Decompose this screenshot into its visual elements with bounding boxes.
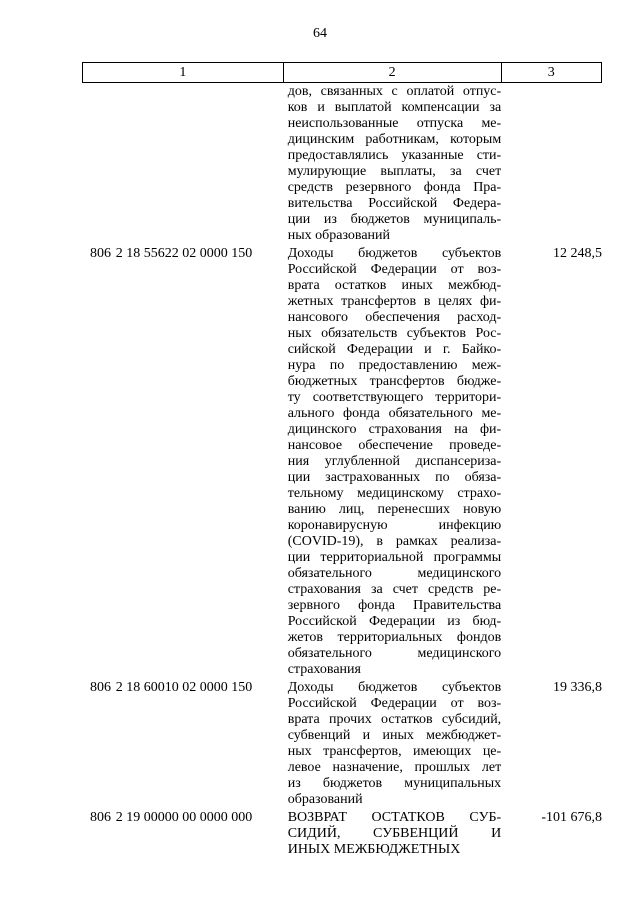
income-name-line: предоставлялись указанные сти-	[287, 148, 502, 163]
income-name-line: Доходы бюджетов субъектов	[287, 246, 502, 261]
income-name-line: дицинским работникам, которым	[287, 132, 502, 147]
column-header-1: 1	[83, 63, 284, 83]
income-name-line: ИНЫХ МЕЖБЮДЖЕТНЫХ	[287, 842, 461, 857]
income-name-line: мулирующие выплаты, за счет	[287, 164, 502, 179]
income-name-line: коронавирусную инфекцию	[287, 518, 502, 533]
table-row	[82, 680, 602, 808]
income-name-line: средств резервного фонда Пра-	[287, 180, 502, 195]
income-name-line: нура по предоставлению меж-	[287, 358, 502, 373]
budget-classification-code: 2 19 00000 00 0000 000	[115, 810, 253, 825]
table-row	[82, 84, 602, 244]
page-number: 64	[313, 26, 327, 41]
income-name-line: врата остатков иных межбюд-	[287, 278, 502, 293]
admin-code: 806	[90, 246, 111, 261]
table-row	[82, 246, 602, 678]
income-name-line: нансового обеспечения расход-	[287, 310, 502, 325]
income-name-line: ту соответствующего территори-	[287, 390, 502, 405]
income-name-line: Доходы бюджетов субъектов	[287, 680, 502, 695]
amount: 19 336,8	[552, 680, 602, 695]
income-name	[288, 680, 501, 808]
income-name-line: ных образований	[287, 228, 391, 243]
income-name-line: образований	[287, 792, 363, 807]
income-name-line: дов, связанных с оплатой отпус-	[287, 84, 502, 99]
income-name-line: ния углубленной диспансериза-	[287, 454, 502, 469]
income-name-line: неиспользованные отпуска ме-	[287, 116, 502, 131]
income-name	[288, 246, 501, 678]
income-name-line: Российской Федерации от воз-	[287, 262, 502, 277]
budget-classification-code: 2 18 60010 02 0000 150	[115, 680, 253, 695]
amount: -101 676,8	[541, 810, 602, 825]
income-name-line: тельному медицинскому страхо-	[287, 486, 502, 501]
income-name-line: ных трансфертов, имеющих це-	[287, 744, 502, 759]
income-name-line: жетов территориальных фондов	[287, 630, 502, 645]
income-name-line: ков и выплатой компенсации за	[287, 100, 502, 115]
income-name-line: ального фонда обязательного ме-	[287, 406, 502, 421]
income-name-line: нансовое обеспечение проведе-	[287, 438, 502, 453]
income-name-line: (COVID-19), в рамках реализа-	[287, 534, 502, 549]
budget-table-body	[82, 84, 602, 860]
income-name-line: зервного фонда Правительства	[287, 598, 502, 613]
income-name-line: ции застрахованных по обяза-	[287, 470, 502, 485]
income-name-line: СИДИЙ, СУБВЕНЦИЙ И	[287, 826, 502, 841]
income-name-line: бюджетных трансфертов бюдже-	[287, 374, 502, 389]
income-name-line: сийской Федерации и г. Байко-	[287, 342, 502, 357]
income-name-line: страхования	[287, 662, 361, 677]
column-header-3: 3	[501, 63, 601, 83]
income-name-line: субвенций и иных межбюджет-	[287, 728, 502, 743]
income-name-line: обязательного медицинского	[287, 566, 502, 581]
income-name-line: ции территориальной программы	[287, 550, 502, 565]
income-name-line: ВОЗВРАТ ОСТАТКОВ СУБ-	[287, 810, 502, 825]
income-name-line: левое назначение, прошлых лет	[287, 760, 502, 775]
income-name-line: ных обязательств субъектов Рос-	[287, 326, 502, 341]
admin-code: 806	[90, 680, 111, 695]
income-name-line: ванию лиц, перенесших новую	[287, 502, 502, 517]
income-name-line: из бюджетов муниципальных	[287, 776, 502, 791]
income-name-line: Российской Федерации от воз-	[287, 696, 502, 711]
amount: 12 248,5	[552, 246, 602, 261]
income-name	[288, 84, 501, 244]
income-name-line: вительства Российской Федера-	[287, 196, 502, 211]
column-header-table	[82, 62, 602, 83]
income-name-line: врата прочих остатков субсидий,	[287, 712, 502, 727]
income-name-line: жетных трансфертов в целях фи-	[287, 294, 502, 309]
income-name-line: дицинского страхования на фи-	[287, 422, 502, 437]
admin-code: 806	[90, 810, 111, 825]
income-name-line: обязательного медицинского	[287, 646, 502, 661]
income-name-line: страхования за счет средств ре-	[287, 582, 502, 597]
table-row	[82, 810, 602, 858]
income-name-line: ции из бюджетов муниципаль-	[287, 212, 502, 227]
income-name-line: Российской Федерации из бюд-	[287, 614, 502, 629]
income-name	[288, 810, 501, 858]
budget-classification-code: 2 18 55622 02 0000 150	[115, 246, 253, 261]
column-header-2: 2	[283, 63, 501, 83]
